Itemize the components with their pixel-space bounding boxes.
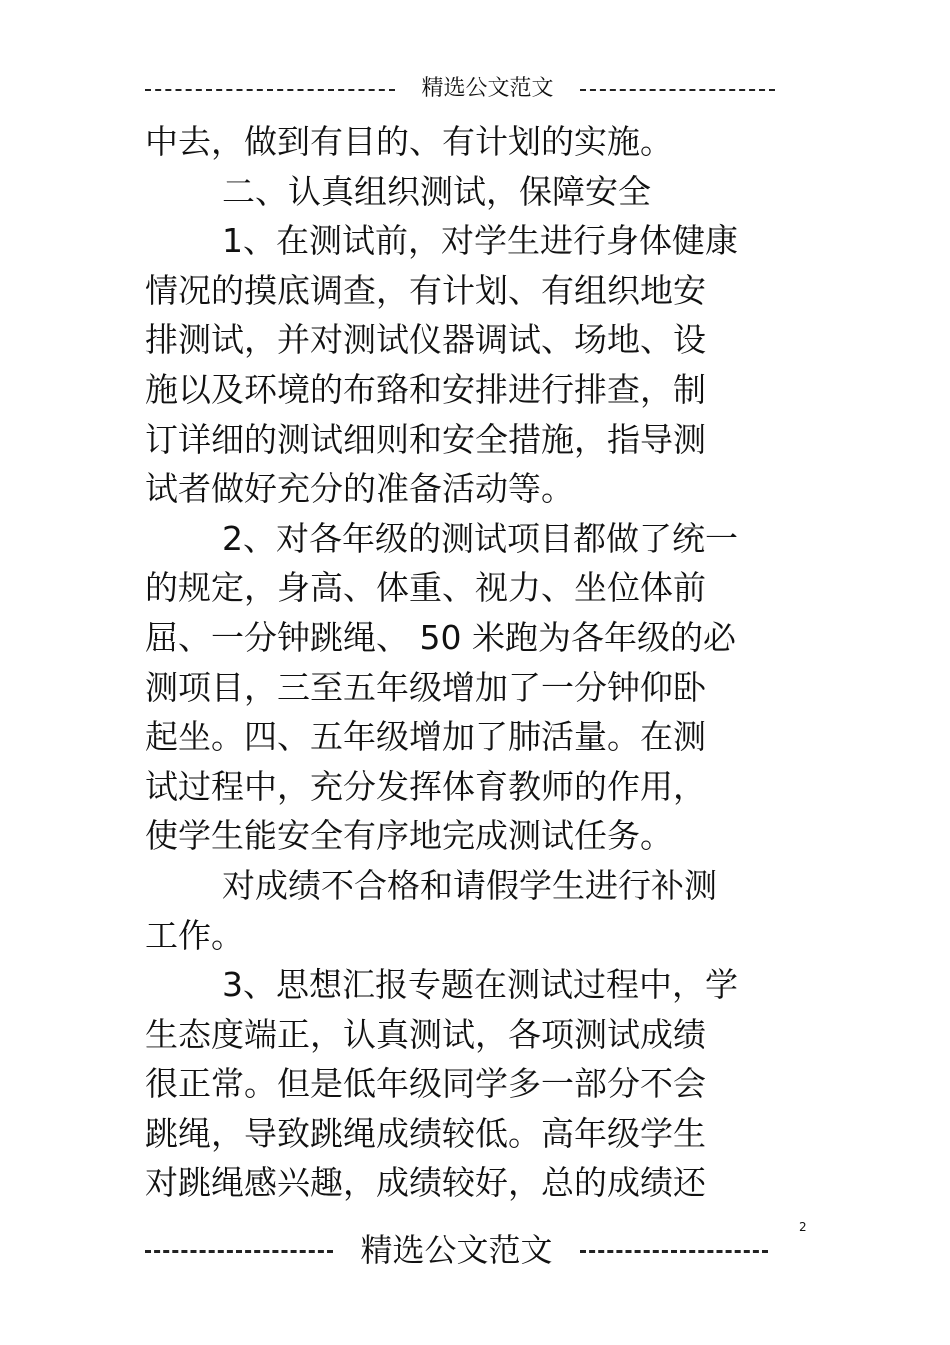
footer-dashed-rule-left <box>145 1250 333 1253</box>
page-footer <box>0 1228 950 1268</box>
body-line: 1、在测试前，对学生进行身体健康 <box>222 221 738 261</box>
body-line: 的规定，身高、体重、视力、坐位体前 <box>145 568 706 608</box>
body-line: 试者做好充分的准备活动等。 <box>145 469 574 509</box>
header-dashed-rule-right <box>580 89 775 91</box>
body-line: 起坐。四、五年级增加了肺活量。在测 <box>145 717 706 757</box>
page-header <box>0 70 950 110</box>
body-line: 屈、一分钟跳绳、 50 米跑为各年级的必 <box>145 617 736 657</box>
footer-title: 精选公文范文 <box>360 1231 553 1269</box>
body-line: 情况的摸底调查，有计划、有组织地安 <box>145 270 706 310</box>
body-line: 对跳绳感兴趣，成绩较好，总的成绩还 <box>145 1163 706 1203</box>
header-dashed-rule-left <box>145 89 395 91</box>
body-line: 3、思想汇报专题在测试过程中，学 <box>222 965 738 1005</box>
body-line: 跳绳，导致跳绳成绩较低。高年级学生 <box>145 1113 706 1153</box>
body-line: 排测试，并对测试仪器调试、场地、设 <box>145 320 706 360</box>
page-number: 2 <box>799 1220 807 1234</box>
body-line: 工作。 <box>145 915 244 955</box>
body-line: 试过程中，充分发挥体育教师的作用， <box>145 766 706 806</box>
body-line: 生态度端正，认真测试，各项测试成绩 <box>145 1014 706 1054</box>
body-line: 很正常。但是低年级同学多一部分不会 <box>145 1064 706 1104</box>
section-heading: 二、认真组织测试，保障安全 <box>222 171 651 211</box>
body-line: 对成绩不合格和请假学生进行补测 <box>222 865 717 905</box>
body-line: 订详细的测试细则和安全措施，指导测 <box>145 419 706 459</box>
body-line: 2、对各年级的测试项目都做了统一 <box>222 518 738 558</box>
header-title: 精选公文范文 <box>421 76 554 101</box>
footer-dashed-rule-right <box>580 1250 768 1253</box>
body-line: 测项目，三至五年级增加了一分钟仰卧 <box>145 667 706 707</box>
body-line: 施以及环境的布臵和安排进行排查，制 <box>145 369 706 409</box>
body-line: 中去，做到有目的、有计划的实施。 <box>145 122 673 161</box>
body-line: 使学生能安全有序地完成测试任务。 <box>145 816 673 856</box>
document-body <box>145 117 795 1208</box>
